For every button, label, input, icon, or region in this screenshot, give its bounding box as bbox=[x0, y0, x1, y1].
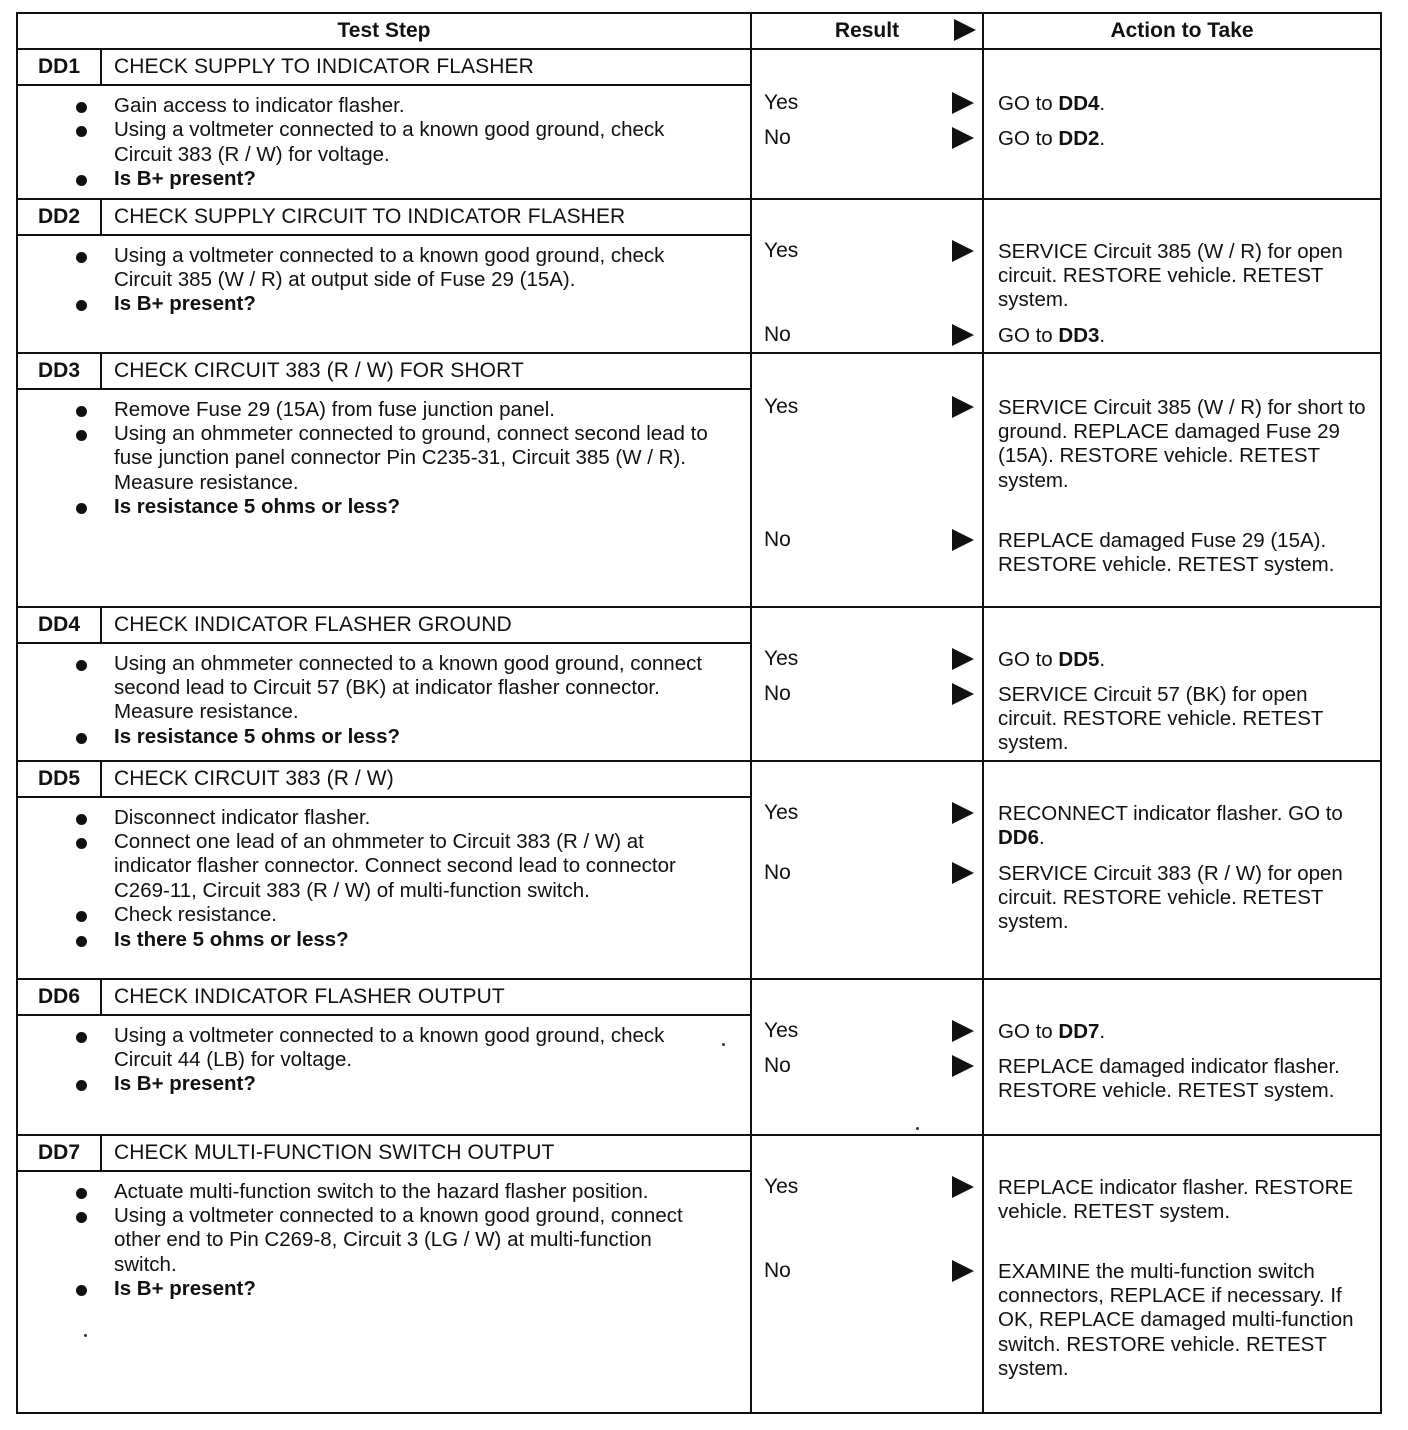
step-cell bbox=[17, 353, 751, 607]
result-no bbox=[764, 527, 976, 553]
result-yes bbox=[764, 1174, 976, 1200]
step-instructions bbox=[18, 1016, 750, 1103]
result-label: Yes bbox=[764, 646, 799, 670]
step-header bbox=[18, 200, 750, 236]
result-label: Yes bbox=[764, 91, 799, 114]
action-text: SERVICE Circuit 385 (W / R) for open circuit. RESTORE vehicle. RETEST system. bbox=[998, 239, 1343, 312]
list-item: Using a voltmeter connected to a known good ground, check Circuit 383 (R / W) for voltage. bbox=[114, 118, 710, 167]
action-text: GO to DD2. bbox=[998, 127, 1106, 150]
arrow-right-icon bbox=[952, 862, 974, 884]
arrow-right-icon bbox=[952, 396, 974, 418]
arrow-right-icon bbox=[952, 1055, 974, 1077]
action-cell bbox=[983, 49, 1381, 199]
header-result-label: Result bbox=[834, 19, 900, 42]
step-row-dd4 bbox=[17, 607, 1381, 761]
step-cell bbox=[17, 1135, 751, 1413]
speck bbox=[916, 1127, 919, 1130]
step-cell bbox=[17, 761, 751, 979]
action-cell bbox=[983, 199, 1381, 353]
result-label: No bbox=[764, 126, 791, 149]
step-instructions bbox=[18, 86, 750, 198]
result-label: No bbox=[764, 681, 791, 705]
diagnostic-table bbox=[16, 12, 1382, 1414]
arrow-right-icon bbox=[952, 1260, 974, 1282]
arrow-right-icon bbox=[952, 683, 974, 705]
result-yes bbox=[764, 394, 976, 420]
action-text: SERVICE Circuit 383 (R / W) for open circuit. RESTORE vehicle. RETEST system. bbox=[998, 861, 1343, 934]
action-text: SERVICE Circuit 385 (W / R) for short to ground. REPLACE damaged Fuse 29 (15A). RESTORE vehicle. RETEST system. bbox=[998, 395, 1366, 492]
header-result bbox=[751, 13, 983, 49]
list-item: Using a voltmeter connected to a known good ground, check Circuit 385 (W / R) at output side of Fuse 29 (15A). bbox=[114, 244, 710, 293]
step-question: Is B+ present? bbox=[114, 1277, 710, 1301]
list-item: Actuate multi-function switch to the hazard flasher position. bbox=[114, 1180, 710, 1204]
result-label: No bbox=[764, 1053, 791, 1077]
step-row-dd3 bbox=[17, 353, 1381, 607]
arrow-right-icon bbox=[952, 1176, 974, 1198]
step-header bbox=[18, 354, 750, 390]
step-title: CHECK SUPPLY CIRCUIT TO INDICATOR FLASHER bbox=[114, 204, 626, 228]
step-header bbox=[18, 608, 750, 644]
result-cell bbox=[751, 761, 983, 979]
speck bbox=[722, 1043, 725, 1046]
result-label: Yes bbox=[764, 1018, 799, 1042]
header-row bbox=[17, 13, 1381, 49]
result-label: Yes bbox=[764, 238, 799, 262]
list-item: Using a voltmeter connected to a known good ground, connect other end to Pin C269-8, Circuit 3 (LG / W) at multi-function switch. bbox=[114, 1204, 710, 1277]
step-id: DD6 bbox=[18, 980, 102, 1014]
action-cell bbox=[983, 607, 1381, 761]
step-id: DD3 bbox=[18, 354, 102, 388]
result-label: Yes bbox=[764, 394, 799, 418]
step-row-dd6 bbox=[17, 979, 1381, 1135]
action-text: REPLACE damaged Fuse 29 (15A). RESTORE vehicle. RETEST system. bbox=[998, 528, 1335, 577]
step-title: CHECK INDICATOR FLASHER OUTPUT bbox=[114, 984, 505, 1008]
list-item: Using an ohmmeter connected to a known good ground, connect second lead to Circuit 57 (BK) at indicator flasher connector. Measure resistance. bbox=[114, 652, 710, 725]
result-no bbox=[764, 322, 976, 348]
step-cell bbox=[17, 607, 751, 761]
step-question: Is resistance 5 ohms or less? bbox=[114, 495, 710, 519]
step-question: Is there 5 ohms or less? bbox=[114, 928, 710, 952]
step-row-dd5 bbox=[17, 761, 1381, 979]
step-instructions bbox=[18, 644, 750, 756]
step-instructions bbox=[18, 798, 750, 958]
result-no bbox=[764, 681, 976, 707]
step-title: CHECK INDICATOR FLASHER GROUND bbox=[114, 612, 512, 636]
action-text: SERVICE Circuit 57 (BK) for open circuit. RESTORE vehicle. RETEST system. bbox=[998, 682, 1324, 755]
step-question: Is B+ present? bbox=[114, 292, 710, 316]
action-cell bbox=[983, 761, 1381, 979]
step-question: Is resistance 5 ohms or less? bbox=[114, 725, 710, 749]
result-cell bbox=[751, 607, 983, 761]
action-cell bbox=[983, 353, 1381, 607]
result-label: No bbox=[764, 527, 791, 551]
action-text: EXAMINE the multi-function switch connectors, REPLACE if necessary. If OK, REPLACE damaged multi-function switch. RESTORE vehicle. RETEST system. bbox=[998, 1259, 1354, 1381]
speck bbox=[84, 1334, 87, 1337]
result-cell bbox=[751, 353, 983, 607]
step-instructions bbox=[18, 390, 750, 526]
result-cell bbox=[751, 1135, 983, 1413]
list-item: Remove Fuse 29 (15A) from fuse junction panel. bbox=[114, 398, 710, 422]
list-item: Using a voltmeter connected to a known good ground, check Circuit 44 (LB) for voltage. bbox=[114, 1024, 710, 1073]
step-question: Is B+ present? bbox=[114, 167, 710, 191]
result-cell bbox=[751, 199, 983, 353]
arrow-right-icon bbox=[952, 648, 974, 670]
list-item: Gain access to indicator flasher. bbox=[114, 94, 710, 118]
step-header bbox=[18, 762, 750, 798]
list-item: Disconnect indicator flasher. bbox=[114, 806, 710, 830]
step-title: CHECK CIRCUIT 383 (R / W) bbox=[114, 766, 394, 790]
list-item: Check resistance. bbox=[114, 903, 710, 927]
step-title: CHECK MULTI-FUNCTION SWITCH OUTPUT bbox=[114, 1140, 555, 1164]
arrow-right-icon bbox=[954, 19, 976, 41]
step-row-dd1 bbox=[17, 49, 1381, 199]
result-yes bbox=[764, 646, 976, 672]
result-label: No bbox=[764, 1258, 791, 1282]
arrow-right-icon bbox=[952, 127, 974, 149]
result-yes bbox=[764, 1018, 976, 1044]
step-instructions bbox=[18, 236, 750, 323]
arrow-right-icon bbox=[952, 802, 974, 824]
result-no bbox=[764, 1258, 976, 1284]
step-question: Is B+ present? bbox=[114, 1072, 710, 1096]
result-cell bbox=[751, 49, 983, 199]
action-text: GO to DD7. bbox=[998, 1019, 1106, 1043]
result-yes bbox=[764, 90, 976, 116]
list-item: Using an ohmmeter connected to ground, connect second lead to fuse junction panel connector Pin C235-31, Circuit 385 (W / R). Measure resistance. bbox=[114, 422, 710, 495]
step-cell bbox=[17, 979, 751, 1135]
action-text: REPLACE indicator flasher. RESTORE vehicle. RETEST system. bbox=[998, 1175, 1354, 1224]
result-no bbox=[764, 860, 976, 886]
action-text: GO to DD5. bbox=[998, 647, 1106, 671]
step-header bbox=[18, 50, 750, 86]
result-cell bbox=[751, 979, 983, 1135]
action-text: RECONNECT indicator flasher. GO to DD6. bbox=[998, 801, 1343, 850]
result-no bbox=[764, 1053, 976, 1079]
action-cell bbox=[983, 1135, 1381, 1413]
arrow-right-icon bbox=[952, 529, 974, 551]
step-cell bbox=[17, 199, 751, 353]
step-title: CHECK CIRCUIT 383 (R / W) FOR SHORT bbox=[114, 358, 524, 382]
action-cell bbox=[983, 979, 1381, 1135]
result-label: No bbox=[764, 860, 791, 884]
action-text: REPLACE damaged indicator flasher. RESTORE vehicle. RETEST system. bbox=[998, 1054, 1340, 1103]
step-id: DD7 bbox=[18, 1136, 102, 1170]
step-id: DD1 bbox=[18, 50, 102, 84]
step-instructions bbox=[18, 1172, 750, 1308]
result-label: Yes bbox=[764, 800, 799, 824]
step-id: DD5 bbox=[18, 762, 102, 796]
arrow-right-icon bbox=[952, 324, 974, 346]
step-id: DD2 bbox=[18, 200, 102, 234]
step-id: DD4 bbox=[18, 608, 102, 642]
step-row-dd7 bbox=[17, 1135, 1381, 1413]
header-test-step: Test Step bbox=[17, 13, 751, 49]
step-header bbox=[18, 1136, 750, 1172]
list-item: Connect one lead of an ohmmeter to Circuit 383 (R / W) at indicator flasher connector. Connect second lead to connector C269-11, Circuit 383 (R / W) of multi-function switch. bbox=[114, 830, 710, 903]
arrow-right-icon bbox=[952, 1020, 974, 1042]
action-text: GO to DD3. bbox=[998, 323, 1106, 347]
step-cell bbox=[17, 49, 751, 199]
result-no bbox=[764, 125, 976, 151]
arrow-right-icon bbox=[952, 240, 974, 262]
step-row-dd2 bbox=[17, 199, 1381, 353]
result-yes bbox=[764, 800, 976, 826]
step-title: CHECK SUPPLY TO INDICATOR FLASHER bbox=[114, 55, 534, 78]
result-label: Yes bbox=[764, 1174, 799, 1198]
result-label: No bbox=[764, 322, 791, 346]
step-header bbox=[18, 980, 750, 1016]
action-text: GO to DD4. bbox=[998, 92, 1106, 115]
result-yes bbox=[764, 238, 976, 264]
arrow-right-icon bbox=[952, 92, 974, 114]
header-action: Action to Take bbox=[983, 13, 1381, 49]
